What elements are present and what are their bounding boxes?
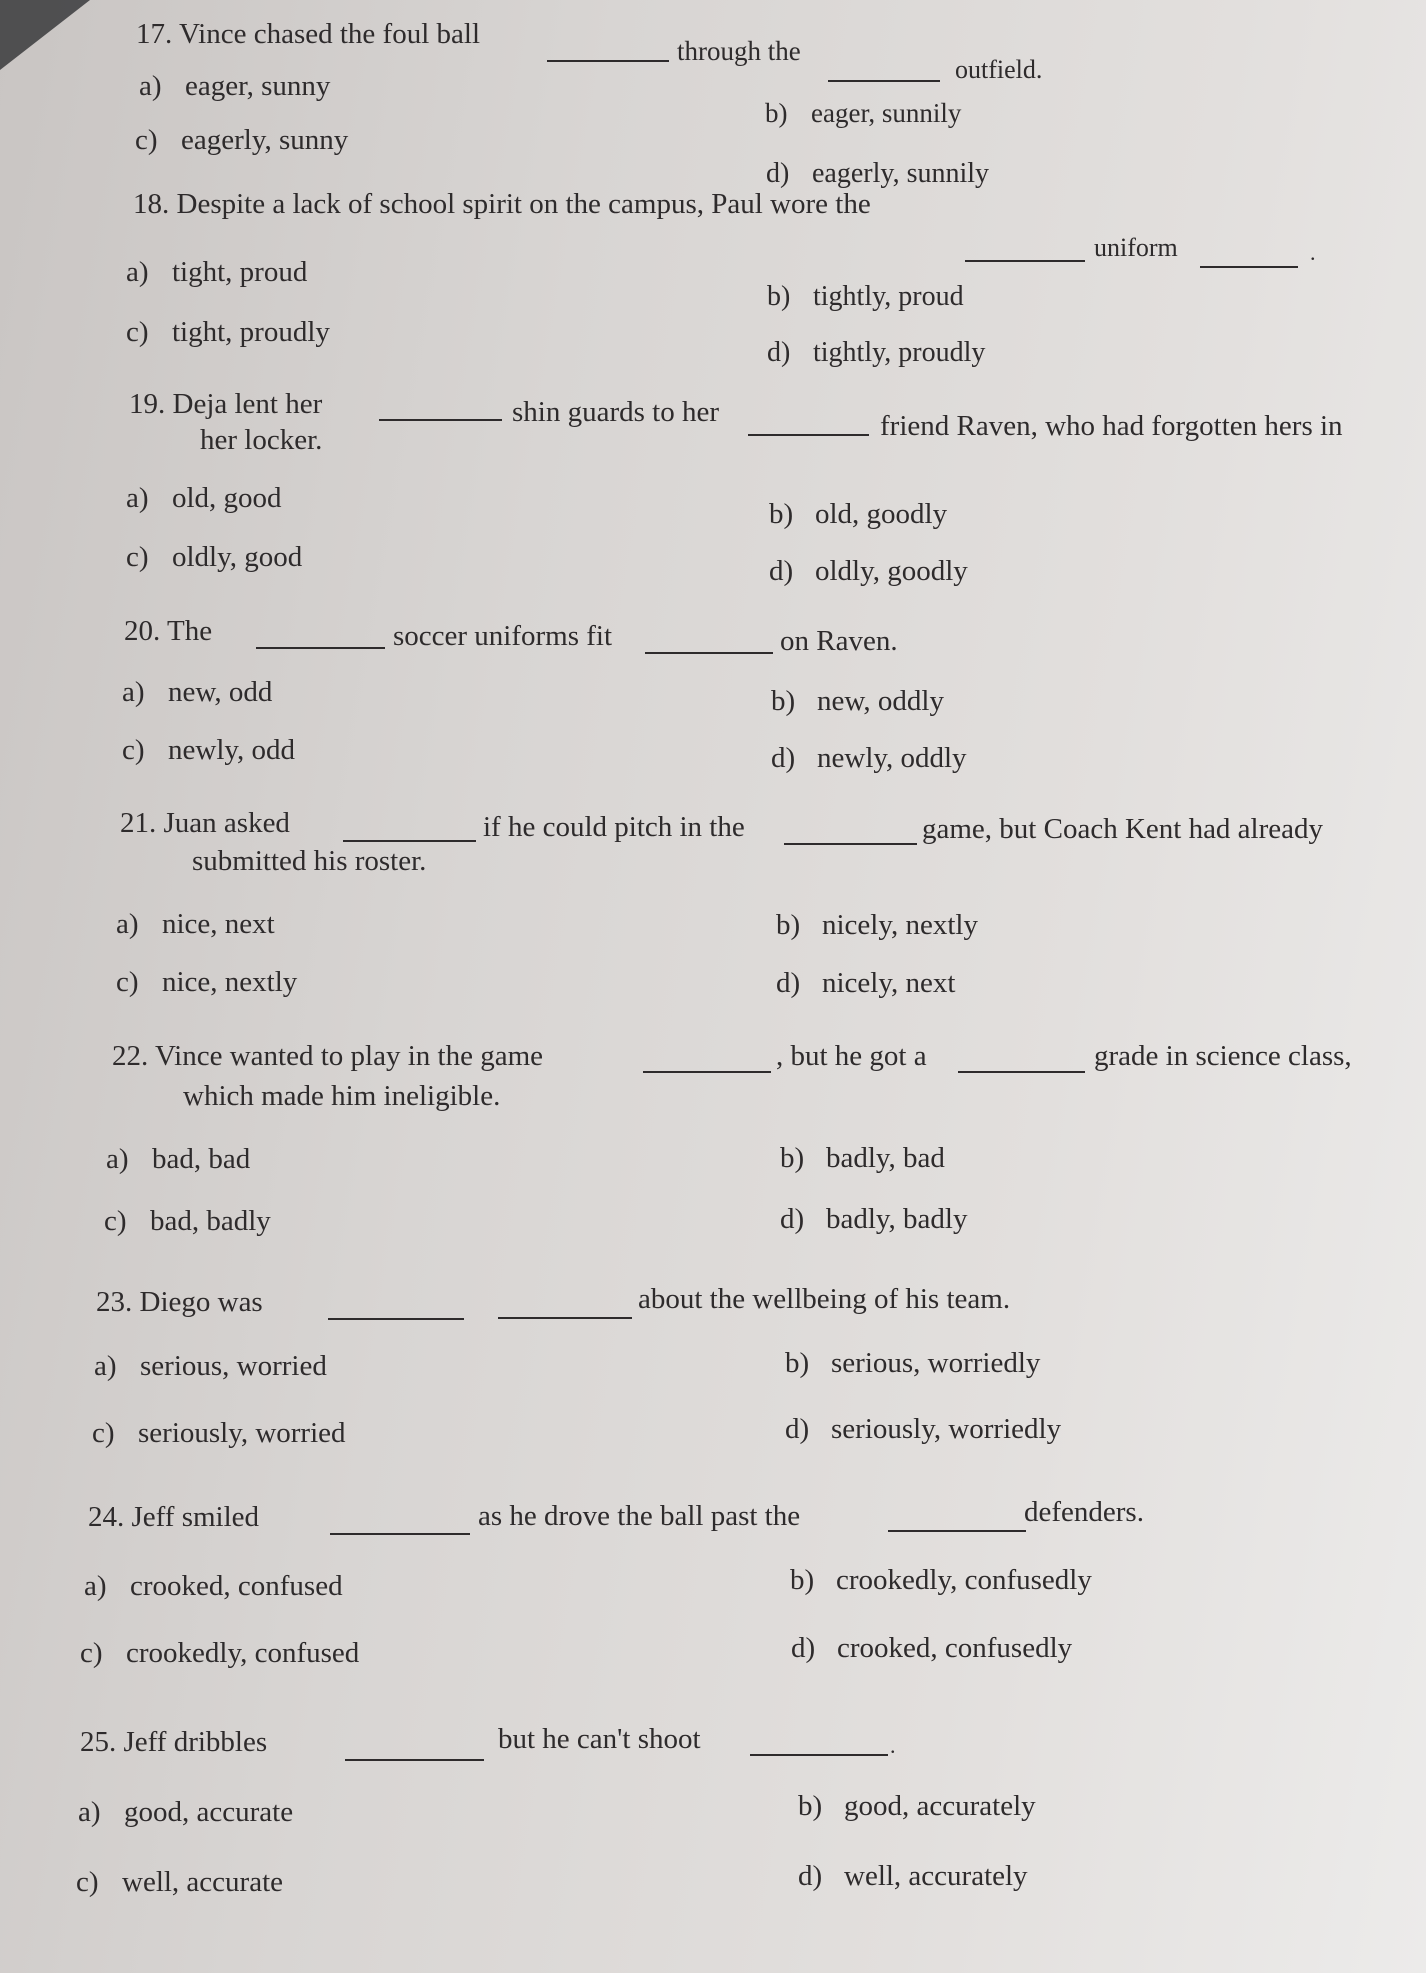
- question-text: 25. Jeff dribbles: [80, 1726, 268, 1758]
- question-text: 20. The: [124, 615, 213, 647]
- question-text: .: [890, 1733, 896, 1758]
- option-a[interactable]: a) old, good: [126, 482, 282, 514]
- option-b[interactable]: b) eager, sunnily: [765, 98, 962, 128]
- option-d[interactable]: d) eagerly, sunnily: [766, 158, 990, 189]
- option-a[interactable]: a) serious, worried: [94, 1350, 327, 1382]
- answer-blank[interactable]: [645, 652, 773, 654]
- option-c[interactable]: c) tight, proudly: [126, 316, 330, 348]
- answer-blank[interactable]: [750, 1754, 888, 1756]
- answer-blank[interactable]: [343, 840, 476, 842]
- option-a[interactable]: a) eager, sunny: [139, 70, 331, 102]
- answer-blank[interactable]: [330, 1533, 470, 1535]
- question-text: 24. Jeff smiled: [88, 1501, 260, 1533]
- option-b[interactable]: b) new, oddly: [771, 685, 944, 717]
- option-d[interactable]: d) oldly, goodly: [769, 555, 968, 587]
- option-c[interactable]: c) oldly, good: [126, 541, 303, 573]
- option-b[interactable]: b) serious, worriedly: [785, 1347, 1041, 1379]
- answer-blank[interactable]: [1200, 266, 1298, 268]
- option-b[interactable]: b) old, goodly: [769, 498, 948, 530]
- question-text: if he could pitch in the: [483, 811, 745, 843]
- question-text: 23. Diego was: [96, 1286, 263, 1318]
- answer-blank[interactable]: [256, 647, 385, 649]
- option-b[interactable]: b) badly, bad: [780, 1142, 945, 1174]
- question-text: , but he got a: [776, 1040, 927, 1072]
- question-text: submitted his roster.: [192, 845, 427, 877]
- option-d[interactable]: d) crooked, confusedly: [791, 1632, 1073, 1664]
- question-text: soccer uniforms fit: [393, 620, 613, 652]
- answer-blank[interactable]: [965, 260, 1085, 262]
- option-d[interactable]: d) newly, oddly: [771, 742, 967, 774]
- question-text: which made him ineligible.: [183, 1080, 501, 1112]
- answer-blank[interactable]: [888, 1530, 1026, 1532]
- option-c[interactable]: c) nice, nextly: [116, 966, 298, 998]
- option-b[interactable]: b) good, accurately: [798, 1790, 1036, 1822]
- question-text: 19. Deja lent her: [129, 388, 323, 420]
- question-text: on Raven.: [780, 625, 898, 657]
- option-a[interactable]: a) bad, bad: [106, 1143, 251, 1175]
- answer-blank[interactable]: [828, 80, 940, 82]
- question-text: her locker.: [200, 424, 323, 456]
- answer-blank[interactable]: [748, 434, 869, 436]
- question-text: 18. Despite a lack of school spirit on the campus, Paul wore the: [133, 188, 871, 220]
- question-text: grade in science class,: [1094, 1040, 1352, 1072]
- question-text: about the wellbeing of his team.: [638, 1283, 1011, 1315]
- question-text: .: [1310, 240, 1316, 265]
- question-text: uniform: [1094, 233, 1178, 262]
- option-c[interactable]: c) crookedly, confused: [80, 1637, 360, 1669]
- option-a[interactable]: a) good, accurate: [78, 1796, 294, 1828]
- question-text: as he drove the ball past the: [478, 1500, 801, 1532]
- option-a[interactable]: a) new, odd: [122, 676, 273, 708]
- question-text: 17. Vince chased the foul ball: [136, 18, 481, 50]
- answer-blank[interactable]: [643, 1071, 771, 1073]
- answer-blank[interactable]: [379, 419, 502, 421]
- option-d[interactable]: d) tightly, proudly: [767, 337, 986, 368]
- answer-blank[interactable]: [784, 843, 917, 845]
- answer-blank[interactable]: [547, 60, 669, 62]
- answer-blank[interactable]: [345, 1759, 484, 1761]
- question-text: defenders.: [1024, 1496, 1144, 1528]
- option-d[interactable]: d) badly, badly: [780, 1203, 968, 1235]
- answer-blank[interactable]: [328, 1318, 464, 1320]
- option-d[interactable]: d) seriously, worriedly: [785, 1413, 1062, 1445]
- option-a[interactable]: a) tight, proud: [126, 256, 308, 288]
- option-c[interactable]: c) bad, badly: [104, 1205, 271, 1237]
- option-d[interactable]: d) well, accurately: [798, 1860, 1028, 1892]
- question-text: but he can't shoot: [498, 1723, 701, 1755]
- question-text: 22. Vince wanted to play in the game: [112, 1040, 543, 1072]
- option-d[interactable]: d) nicely, next: [776, 967, 956, 999]
- question-text: outfield.: [955, 55, 1043, 84]
- question-text: 21. Juan asked: [120, 807, 290, 839]
- option-c[interactable]: c) newly, odd: [122, 734, 295, 766]
- question-text: game, but Coach Kent had already: [922, 813, 1324, 845]
- option-b[interactable]: b) nicely, nextly: [776, 909, 978, 941]
- question-text: shin guards to her: [512, 396, 719, 428]
- option-c[interactable]: c) well, accurate: [76, 1866, 284, 1898]
- answer-blank[interactable]: [958, 1071, 1085, 1073]
- option-b[interactable]: b) crookedly, confusedly: [790, 1564, 1092, 1596]
- answer-blank[interactable]: [498, 1317, 632, 1319]
- question-text: friend Raven, who had forgotten hers in: [880, 410, 1343, 442]
- option-c[interactable]: c) eagerly, sunny: [135, 124, 349, 156]
- question-text: through the: [677, 36, 801, 66]
- option-c[interactable]: c) seriously, worried: [92, 1417, 346, 1449]
- option-b[interactable]: b) tightly, proud: [767, 281, 964, 312]
- option-a[interactable]: a) crooked, confused: [84, 1570, 343, 1602]
- option-a[interactable]: a) nice, next: [116, 908, 275, 940]
